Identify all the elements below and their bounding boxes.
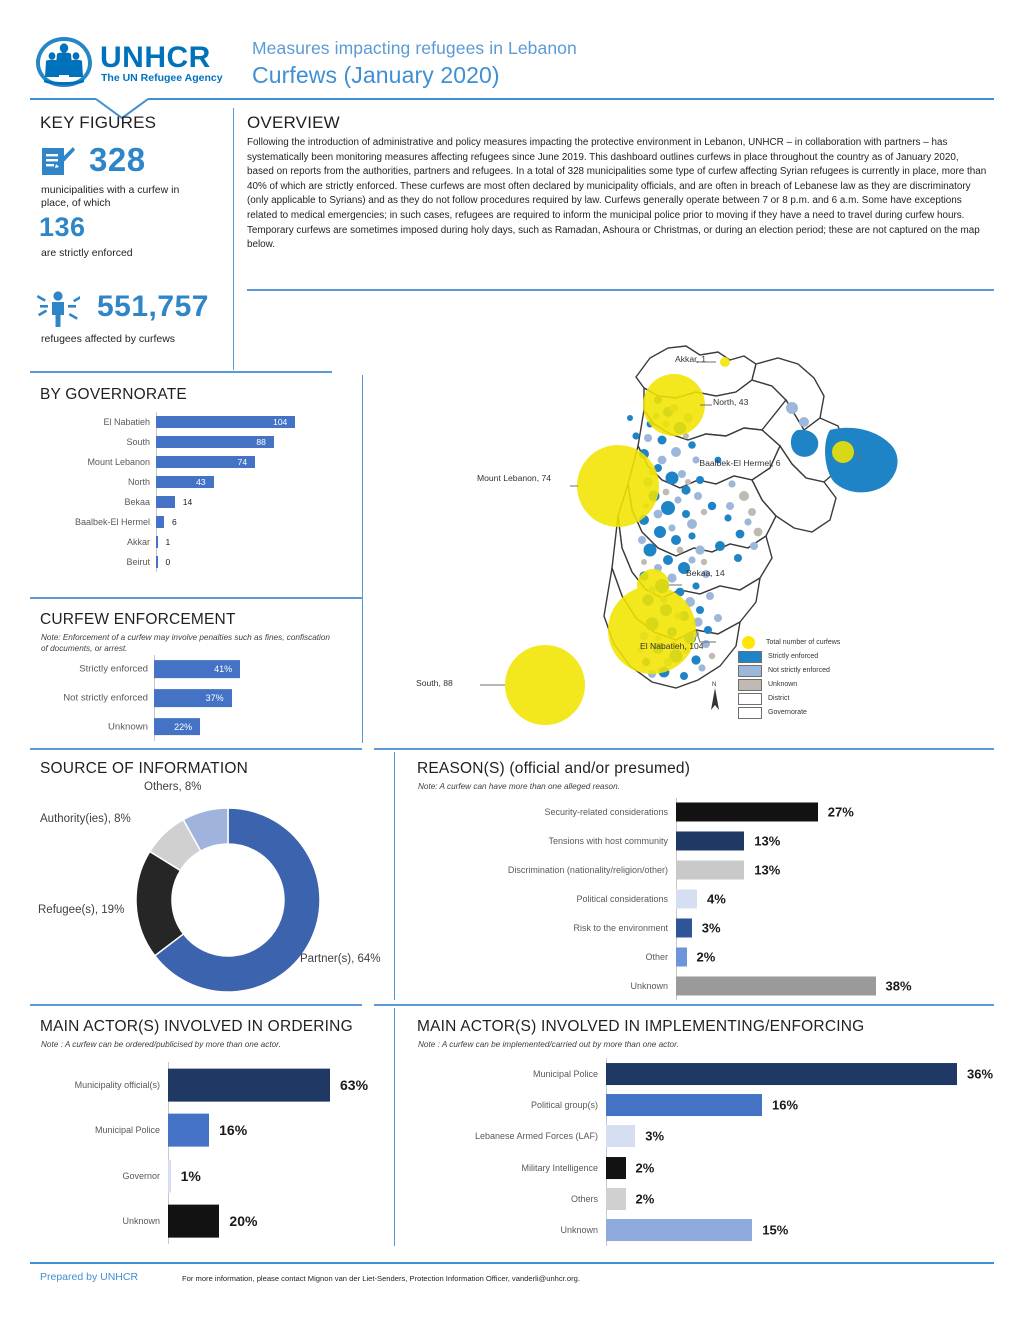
actors-enforcing-chart <box>418 1058 994 1246</box>
stat-328-value: 328 <box>89 141 146 178</box>
page-header <box>0 0 1024 96</box>
chart-row <box>40 532 330 552</box>
chart-row <box>418 1152 978 1183</box>
chart-category-label: Security-related considerations <box>544 807 668 818</box>
reasons-chart <box>418 798 978 1000</box>
header-rule-right <box>148 98 994 100</box>
chart-category-label: Bekaa <box>124 497 150 507</box>
chart-row <box>40 552 330 572</box>
chart-row <box>418 1121 978 1152</box>
stat-136-caption: are strictly enforced <box>41 247 133 259</box>
chart-category-label: Akkar <box>126 537 150 547</box>
chart-value-label: 22% <box>174 721 193 732</box>
curfew-enforcement-chart <box>40 655 330 741</box>
map-label-south: South, 88 <box>416 678 453 688</box>
donut-label-partners: Partner(s), 64% <box>300 953 381 965</box>
map-label-el-nabatieh: El Nabatieh, 104 <box>640 641 704 651</box>
map-label-akkar: Akkar, 1 <box>675 354 707 364</box>
chart-value-label: 104 <box>273 417 288 427</box>
donut-label-refugees: Refugee(s), 19% <box>38 904 125 916</box>
map-label-mount-lebanon: Mount Lebanon, 74 <box>476 473 552 483</box>
chart-category-label: Municipal Police <box>532 1068 598 1079</box>
chart-bar <box>676 947 687 966</box>
chart-value-label: 6 <box>172 517 177 527</box>
header-subtitle: Measures impacting refugees in Lebanon <box>252 38 577 58</box>
bubble-south <box>505 645 585 725</box>
chart-bar <box>606 1125 635 1147</box>
actors-enforcing-title: MAIN ACTOR(S) INVOLVED IN IMPLEMENTING/ENFORCING <box>417 1018 865 1035</box>
donut-label-others: Others, 8% <box>144 781 202 793</box>
document-pen-icon <box>40 146 76 178</box>
rule-under-overview <box>247 289 994 291</box>
legend-box-swatch <box>738 651 762 663</box>
chart-value-label: 1% <box>180 1167 201 1184</box>
map-label-bekaa: Bekaa, 14 <box>686 568 725 578</box>
chart-bar <box>156 516 164 528</box>
legend-box-swatch <box>738 693 762 705</box>
chart-bar <box>168 1114 209 1147</box>
chart-row <box>418 827 978 856</box>
page-title: Curfews (January 2020) <box>252 62 500 88</box>
chart-row <box>40 472 330 492</box>
chart-row <box>40 492 330 512</box>
actors-ordering-note: Note : A curfew can be ordered/publicised by more than one actor. <box>41 1040 281 1049</box>
chart-value-label: 20% <box>229 1213 258 1230</box>
bubble-baalbek <box>832 441 854 463</box>
chart-bar <box>676 861 744 880</box>
map-legend-row <box>738 636 840 649</box>
chart-category-label: Other <box>645 951 668 962</box>
actors-ordering-chart <box>40 1062 370 1244</box>
map-legend-label: Governorate <box>768 709 807 716</box>
donut-svg <box>128 800 328 1000</box>
divider-ordering-enforcing <box>394 1008 395 1246</box>
chart-value-label: 2% <box>635 1191 655 1207</box>
chart-value-label: 2% <box>696 949 716 965</box>
key-figures-heading: KEY FIGURES <box>40 113 157 132</box>
legend-box-swatch <box>738 707 762 719</box>
chart-value-label: 63% <box>340 1076 369 1093</box>
divider-keyfigures-overview <box>233 108 234 370</box>
chart-value-label: 37% <box>205 692 224 703</box>
chart-bar <box>156 536 158 548</box>
north-arrow-icon <box>706 678 724 712</box>
chart-bar <box>606 1063 957 1085</box>
svg-text:The UN Refugee Agency: The UN Refugee Agency <box>101 72 223 84</box>
chart-value-label: 0 <box>165 557 171 567</box>
stat-refugees-caption: refugees affected by curfews <box>41 333 176 345</box>
rule-above-reasons <box>374 748 994 750</box>
chart-row <box>418 1215 978 1246</box>
chart-bar <box>156 496 175 508</box>
chart-category-label: Not strictly enforced <box>63 692 148 704</box>
chart-row <box>418 1183 978 1214</box>
chart-category-label: Political considerations <box>576 893 668 904</box>
legend-circle-swatch <box>742 636 755 649</box>
chart-row <box>40 1199 370 1245</box>
reasons-note: Note: A curfew can have more than one alleged reason. <box>418 782 620 791</box>
chart-category-label: Political group(s) <box>530 1099 598 1110</box>
map-legend-row <box>738 692 840 705</box>
chart-category-label: Strictly enforced <box>79 663 148 675</box>
actors-ordering-title: MAIN ACTOR(S) INVOLVED IN ORDERING <box>40 1018 353 1035</box>
map-svg <box>400 300 1000 730</box>
chart-category-label: Unknown <box>108 721 148 733</box>
map-legend-row <box>738 650 840 663</box>
bubble-north <box>643 374 705 436</box>
chart-category-label: Military Intelligence <box>521 1162 598 1173</box>
chart-bar <box>606 1219 752 1241</box>
footer-prepared-by: Prepared by UNHCR <box>40 1271 139 1283</box>
chart-value-label: 14 <box>182 497 193 507</box>
legend-box-swatch <box>738 679 762 691</box>
svg-text:UNHCR: UNHCR <box>100 41 211 74</box>
bubble-el-nabatieh <box>608 586 696 674</box>
chart-row <box>40 1108 370 1154</box>
header-rule-left <box>30 98 96 100</box>
chart-value-label: 74 <box>237 457 248 467</box>
overview-heading: OVERVIEW <box>247 113 340 132</box>
stat-refugees-value: 551,757 <box>97 290 209 323</box>
map-legend-label: Strictly enforced <box>768 653 819 660</box>
chart-bar <box>676 832 744 851</box>
chart-row <box>418 856 978 885</box>
chart-value-label: 13% <box>754 833 781 849</box>
chart-row <box>418 1089 978 1120</box>
chart-row <box>418 913 978 942</box>
chart-row <box>40 1062 370 1108</box>
reasons-title: REASON(S) (official and/or presumed) <box>417 760 691 777</box>
chart-row <box>40 512 330 532</box>
map-legend-row <box>738 678 840 691</box>
chart-value-label: 16% <box>219 1122 248 1139</box>
chart-row <box>40 655 330 684</box>
map-legend-row <box>738 706 840 719</box>
overview-body: Following the introduction of administrative and policy measures impacting the protective environment in Lebanon, UNHCR – in collaboration with partners – has systematically been monitoring measures affecting refugees since June 2019. This dashboard outlines curfews in place throughout the country as of January 2020, based on reports from the authorities, partners and refugees. In a total of 328 municipalities some type of curfew affecting Syrian refugees is currently in place, more than 40% of which are strictly enforced. These curfews are most often declared by municipality officials, and are often in breach of Lebanese law as they are discriminatory (only applicable to Syrians) and as they do not follow procedures required by law. Curfews generally operate between 7 or 8 p.m. and 6 a.m. Some have exceptions related to medical emergencies; in such cases, refugees are required to inform the municipal police prior to moving if they have a need to travel during curfew hours. Temporary curfews are sometimes imposed during holy days, such as Ramadan, Ashoura or Christmas, or during an election period; these are not captured on the map below. <box>247 137 987 251</box>
chart-category-label: Tensions with host community <box>548 836 668 847</box>
map-legend-label: Total number of curfews <box>766 639 841 646</box>
chart-row <box>418 798 978 827</box>
unhcr-logo <box>30 33 226 91</box>
chart-value-label: 3% <box>645 1128 665 1144</box>
map-legend-label: Not strictly enforced <box>768 667 830 674</box>
chart-category-label: El Nabatieh <box>103 417 150 427</box>
chart-value-label: 36% <box>967 1066 994 1082</box>
chart-bar <box>676 889 697 908</box>
divider-left-map <box>362 375 363 743</box>
chart-bar <box>168 1205 219 1238</box>
map-legend-row <box>738 664 840 677</box>
chart-row <box>40 712 330 741</box>
chart-category-label: Municipality official(s) <box>74 1079 160 1090</box>
chart-bar <box>676 803 818 822</box>
by-governorate-title: BY GOVERNORATE <box>40 386 187 403</box>
chart-category-label: Beirut <box>126 557 150 567</box>
legend-box-swatch <box>738 665 762 677</box>
lebanon-curfew-map[interactable] <box>400 300 1000 730</box>
person-affected-icon <box>36 288 80 328</box>
chart-category-label: Discrimination (nationality/religion/other) <box>507 865 668 876</box>
map-legend <box>738 636 840 720</box>
chart-row <box>418 885 978 914</box>
rule-above-enforcing <box>374 1004 994 1006</box>
chart-bar <box>676 918 692 937</box>
chart-category-label: North <box>127 477 150 487</box>
chart-bar <box>606 1094 762 1116</box>
footer-rule <box>30 1262 994 1264</box>
chart-row <box>418 942 978 971</box>
chart-value-label: 4% <box>707 891 726 907</box>
chart-value-label: 1 <box>165 537 171 547</box>
rule-under-governorate <box>30 597 362 599</box>
chart-row <box>40 1153 370 1199</box>
chart-row <box>40 452 330 472</box>
chart-row <box>40 684 330 713</box>
chart-category-label: South <box>126 437 150 447</box>
chart-category-label: Others <box>570 1193 598 1204</box>
rule-above-ordering <box>30 1004 362 1006</box>
chart-value-label: 41% <box>214 664 233 675</box>
map-label-baalbek: Baalbek-El Hermel, 6 <box>699 458 781 468</box>
chart-category-label: Unknown <box>560 1225 598 1236</box>
chart-bar <box>606 1157 626 1179</box>
chart-category-label: Lebanese Armed Forces (LAF) <box>474 1131 598 1142</box>
donut-label-authorities: Authority(ies), 8% <box>40 813 131 825</box>
rule-above-source <box>30 748 362 750</box>
divider-source-reasons <box>394 752 395 1000</box>
chart-category-label: Risk to the environment <box>573 922 668 933</box>
chart-category-label: Unknown <box>630 980 668 991</box>
chart-bar <box>168 1068 330 1101</box>
chart-category-label: Unknown <box>122 1216 160 1227</box>
chart-row <box>40 432 330 452</box>
chart-value-label: 38% <box>885 978 912 994</box>
chart-bar <box>676 976 876 995</box>
chart-row <box>40 412 330 432</box>
bubble-akkar <box>720 357 730 367</box>
curfew-enforcement-note: Note: Enforcement of a curfew may involve penalties such as fines, confiscation of documents, or arrest. <box>41 633 330 653</box>
chart-category-label: Municipal Police <box>94 1125 160 1136</box>
map-label-north: North, 43 <box>713 397 749 407</box>
chart-bar <box>156 556 158 568</box>
by-governorate-chart <box>40 412 330 572</box>
chart-category-label: Governor <box>122 1170 160 1181</box>
stat-328-caption: municipalities with a curfew in place, of which <box>41 184 180 209</box>
chart-value-label: 13% <box>754 862 781 878</box>
chart-bar <box>606 1188 626 1210</box>
chart-value-label: 15% <box>762 1222 789 1238</box>
chart-value-label: 27% <box>827 804 854 820</box>
map-legend-label: Unknown <box>768 681 798 688</box>
svg-text:N: N <box>712 682 717 688</box>
chart-row <box>418 1058 994 1089</box>
chart-value-label: 16% <box>772 1097 799 1113</box>
rule-under-keyfigures <box>30 371 332 373</box>
actors-enforcing-note: Note : A curfew can be implemented/carried out by more than one actor. <box>418 1040 679 1049</box>
chart-category-label: Mount Lebanon <box>87 457 150 467</box>
chart-value-label: 3% <box>701 920 721 936</box>
footer-contact: For more information, please contact Mignon van der Liet-Senders, Protection Information Officer, vanderli@unhcr.org. <box>182 1274 580 1283</box>
chart-category-label: Baalbek-El Hermel <box>74 517 150 527</box>
bubble-mount-lebanon <box>577 445 659 527</box>
chart-value-label: 43 <box>196 477 206 487</box>
chart-row <box>418 971 978 1000</box>
map-legend-label: District <box>768 695 790 702</box>
source-of-information-donut <box>128 800 328 1000</box>
chart-bar <box>168 1159 171 1192</box>
source-of-information-title: SOURCE OF INFORMATION <box>40 760 248 777</box>
curfew-enforcement-title: CURFEW ENFORCEMENT <box>40 611 236 628</box>
chart-value-label: 88 <box>256 437 266 447</box>
stat-136-value: 136 <box>39 212 86 242</box>
chart-value-label: 2% <box>635 1160 655 1176</box>
